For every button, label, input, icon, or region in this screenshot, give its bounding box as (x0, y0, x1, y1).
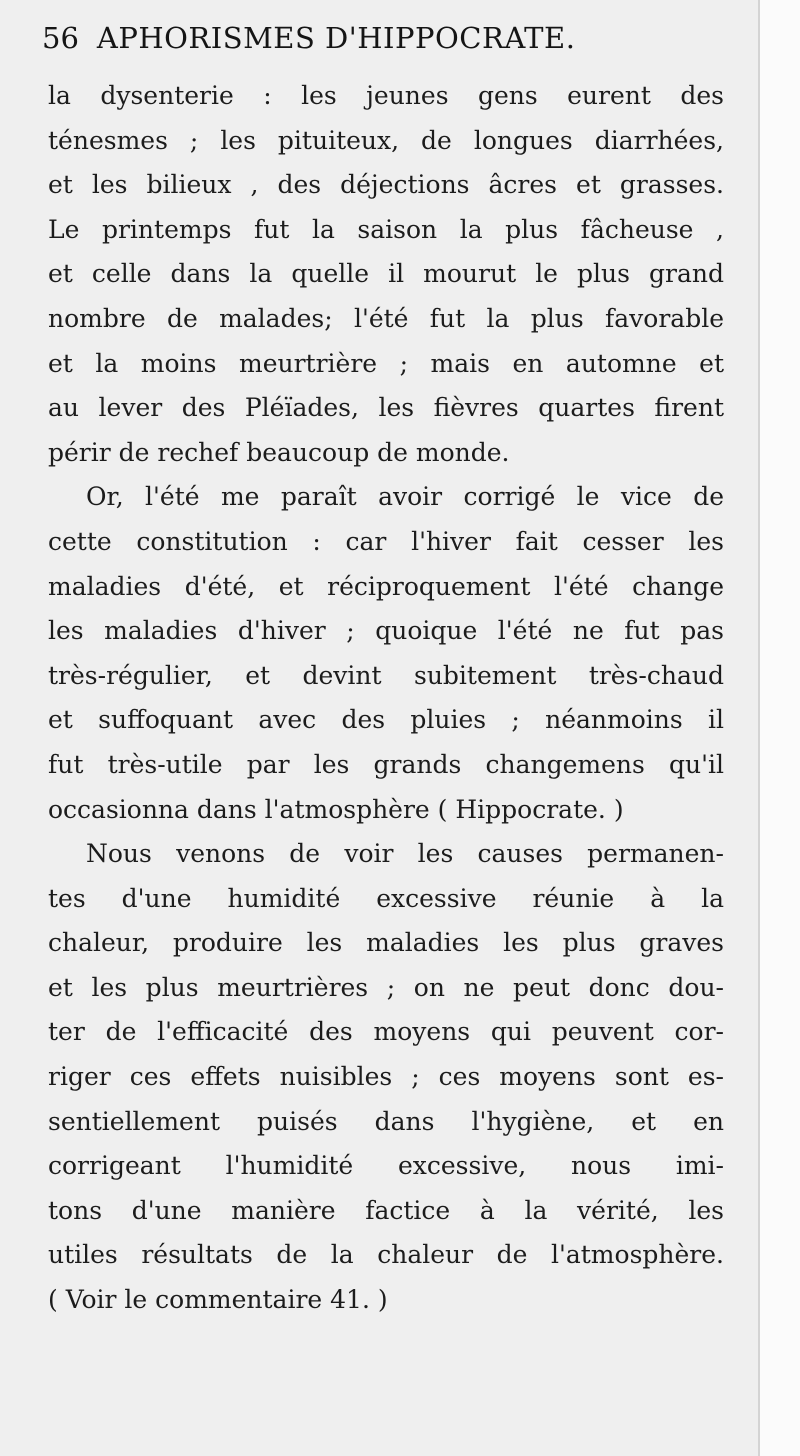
text-line: fut très-utile par les grands changemens qu'il (48, 749, 724, 779)
text-line: chaleur, produire les maladies les plus graves (48, 928, 724, 958)
text-line: utiles résultats de la chaleur de l'atmosphère. (48, 1240, 724, 1270)
text-line: ( Voir le commentaire 41. ) (48, 1285, 388, 1315)
text-line: tons d'une manière factice à la vérité, les (48, 1195, 724, 1225)
page-gutter (758, 0, 800, 1456)
text-line: Nous venons de voir les causes permanen- (86, 839, 724, 869)
text-line: et les bilieux , des déjections âcres et grasses. (48, 170, 724, 200)
text-line: ter de l'efficacité des moyens qui peuvent cor- (48, 1017, 724, 1047)
text-line: riger ces effets nuisibles ; ces moyens sont es- (48, 1062, 724, 1092)
text-line: et celle dans la quelle il mourut le plus grand (48, 259, 724, 289)
running-title: APHORISMES D'HIPPOCRATE. (96, 21, 576, 55)
text-line: et la moins meurtrière ; mais en automne et (48, 348, 724, 378)
text-line: très-régulier, et devint subitement très-chaud (48, 660, 724, 690)
text-line: et les plus meurtrières ; on ne peut donc dou- (48, 972, 724, 1002)
text-line: et suffoquant avec des pluies ; néanmoins il (48, 705, 724, 735)
body-text (48, 74, 724, 1323)
text-line: corrigeant l'humidité excessive, nous imi- (48, 1151, 724, 1181)
text-line: Le printemps fut la saison la plus fâcheuse , (48, 214, 724, 244)
text-line: nombre de malades; l'été fut la plus favorable (48, 303, 724, 333)
text-line: maladies d'été, et réciproquement l'été change (48, 571, 724, 601)
text-line: au lever des Pléïades, les fièvres quartes firent (48, 393, 724, 423)
text-line: la dysenterie : les jeunes gens eurent des (48, 81, 724, 110)
page-header (42, 16, 722, 60)
text-line: cette constitution : car l'hiver fait cesser les (48, 526, 724, 556)
text-line: occasionna dans l'atmosphère ( Hippocrate. ) (48, 794, 624, 824)
text-line: les maladies d'hiver ; quoique l'été ne fut pas (48, 616, 724, 646)
text-line: tes d'une humidité excessive réunie à la (48, 883, 724, 913)
page-number: 56 (42, 21, 79, 55)
text-line: périr de rechef beaucoup de monde. (48, 437, 510, 467)
text-line: Or, l'été me paraît avoir corrigé le vice de (86, 482, 724, 512)
text-line: sentiellement puisés dans l'hygiène, et en (48, 1106, 724, 1136)
text-line: ténesmes ; les pituiteux, de longues diarrhées, (48, 125, 724, 155)
